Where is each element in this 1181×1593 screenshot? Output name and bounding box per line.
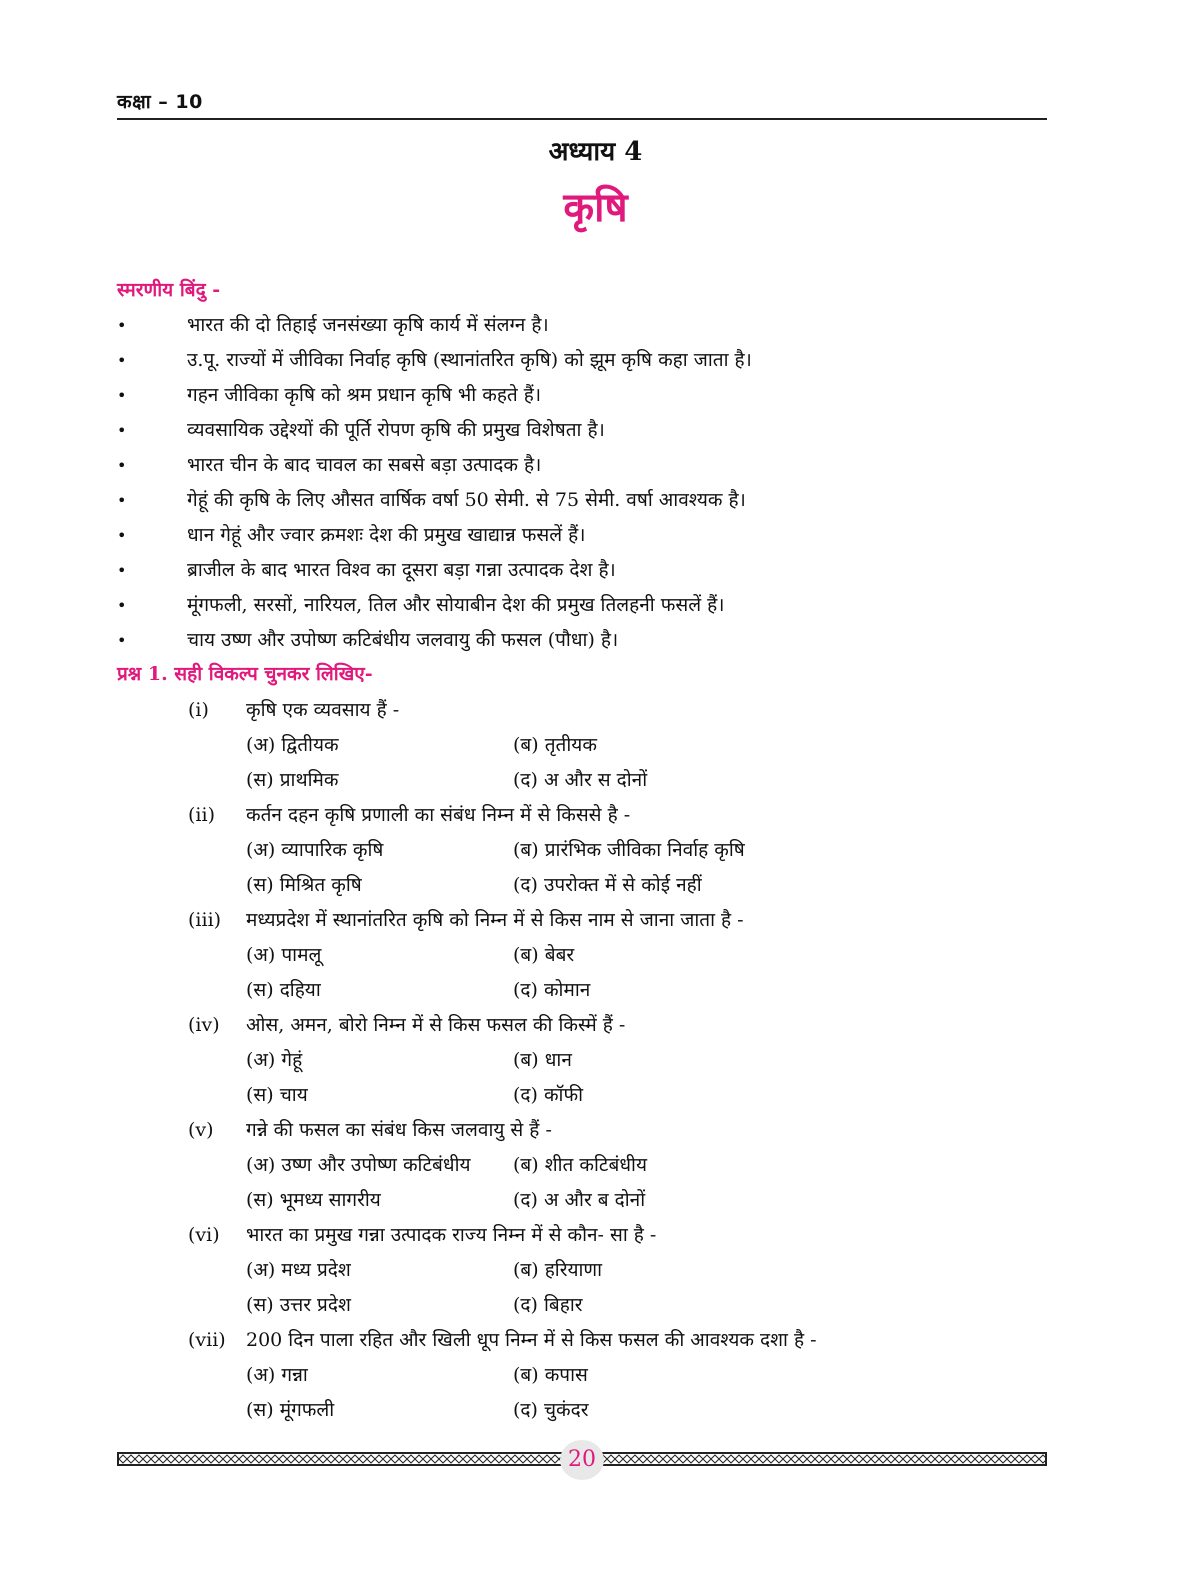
point-text: चाय उष्ण और उपोष्ण कटिबंधीय जलवायु की फसल (पौधा) है।: [187, 629, 619, 651]
bullet-icon: •: [117, 491, 127, 510]
option-b: (ब) धान: [513, 1049, 572, 1071]
list-item: [117, 553, 1037, 588]
bullet-icon: •: [117, 456, 127, 475]
option-d: (द) अ और स दोनों: [513, 769, 648, 791]
option-row: [188, 1183, 1048, 1218]
point-text: धान गेहूं और ज्वार क्रमशः देश की प्रमुख खाद्यान्न फसलें हैं।: [187, 524, 586, 546]
bullet-icon: •: [117, 596, 127, 615]
option-row: [188, 1078, 1048, 1113]
question-text: भारत का प्रमुख गन्ना उत्पादक राज्य निम्न में से कौन- सा है -: [246, 1224, 657, 1246]
list-item: [117, 588, 1037, 623]
question-number: (iv): [188, 1014, 220, 1036]
option-c: (स) चाय: [246, 1084, 308, 1106]
page-footer: [117, 1447, 1047, 1472]
option-row: [188, 973, 1048, 1008]
list-item: [117, 308, 1037, 343]
option-a: (अ) गेहूं: [246, 1049, 303, 1071]
option-b: (ब) हरियाणा: [513, 1259, 603, 1281]
bullet-icon: •: [117, 526, 127, 545]
list-item: [117, 483, 1037, 518]
list-item: [117, 518, 1037, 553]
point-text: मूंगफली, सरसों, नारियल, तिल और सोयाबीन देश की प्रमुख तिलहनी फसलें हैं।: [187, 594, 725, 616]
question-text: गन्ने की फसल का संबंध किस जलवायु से हैं -: [246, 1119, 552, 1141]
bullet-icon: •: [117, 561, 127, 580]
option-b: (ब) शीत कटिबंधीय: [513, 1154, 647, 1176]
question-item: [188, 1323, 1048, 1358]
option-a: (अ) गन्ना: [246, 1364, 308, 1386]
option-d: (द) बिहार: [513, 1294, 583, 1316]
list-item: [117, 623, 1037, 658]
option-a: (अ) उष्ण और उपोष्ण कटिबंधीय: [246, 1154, 471, 1176]
question-number: (vii): [188, 1329, 226, 1351]
bullet-icon: •: [117, 316, 127, 335]
option-d: (द) कोमान: [513, 979, 591, 1001]
question-number: (iii): [188, 909, 222, 931]
point-text: भारत चीन के बाद चावल का सबसे बड़ा उत्पादक है।: [187, 454, 542, 476]
option-b: (ब) तृतीयक: [513, 734, 597, 756]
question-number: (vi): [188, 1224, 220, 1246]
list-item: [117, 448, 1037, 483]
question-number: (ii): [188, 804, 215, 826]
question-1-heading: प्रश्न 1. सही विकल्प चुनकर लिखिए-: [117, 663, 373, 685]
option-d: (द) चुकंदर: [513, 1399, 589, 1421]
option-c: (स) मिश्रित कृषि: [246, 874, 362, 896]
option-a: (अ) मध्य प्रदेश: [246, 1259, 351, 1281]
option-row: [188, 1253, 1048, 1288]
option-c: (स) उत्तर प्रदेश: [246, 1294, 351, 1316]
question-number: (v): [188, 1119, 214, 1141]
chapter-title: कृषि: [563, 184, 628, 231]
option-a: (अ) पामलू: [246, 944, 322, 966]
question-item: [188, 903, 1048, 938]
page-number: 20: [560, 1440, 604, 1480]
option-b: (ब) प्रारंभिक जीविका निर्वाह कृषि: [513, 839, 745, 861]
option-row: [188, 833, 1048, 868]
option-row: [188, 1148, 1048, 1183]
option-row: [188, 1393, 1048, 1428]
option-a: (अ) व्यापारिक कृषि: [246, 839, 384, 861]
points-heading: स्मरणीय बिंदु -: [117, 279, 221, 301]
option-row: [188, 763, 1048, 798]
bullet-icon: •: [117, 421, 127, 440]
option-c: (स) प्राथमिक: [246, 769, 339, 791]
option-b: (ब) बेबर: [513, 944, 575, 966]
option-d: (द) उपरोक्त में से कोई नहीं: [513, 874, 702, 896]
option-row: [188, 1288, 1048, 1323]
point-text: ब्राजील के बाद भारत विश्व का दूसरा बड़ा गन्ना उत्पादक देश है।: [187, 559, 616, 581]
question-item: [188, 1008, 1048, 1043]
point-text: व्यवसायिक उद्देश्यों की पूर्ति रोपण कृषि की प्रमुख विशेषता है।: [187, 419, 605, 441]
point-text: उ.पू. राज्यों में जीविका निर्वाह कृषि (स्थानांतरित कृषि) को झूम कृषि कहा जाता है।: [187, 349, 752, 371]
option-c: (स) दहिया: [246, 979, 321, 1001]
option-d: (द) कॉफी: [513, 1084, 584, 1106]
question-text: ओस, अमन, बोरो निम्न में से किस फसल की किस्में हैं -: [246, 1014, 626, 1036]
option-c: (स) भूमध्य सागरीय: [246, 1189, 381, 1211]
option-d: (द) अ और ब दोनों: [513, 1189, 646, 1211]
bullet-icon: •: [117, 386, 127, 405]
list-item: [117, 413, 1037, 448]
point-text: गेहूं की कृषि के लिए औसत वार्षिक वर्षा 50 सेमी. से 75 सेमी. वर्षा आवश्यक है।: [187, 489, 746, 511]
option-a: (अ) द्वितीयक: [246, 734, 339, 756]
list-item: [117, 343, 1037, 378]
question-1-list: [188, 693, 1048, 1428]
question-item: [188, 798, 1048, 833]
point-text: गहन जीविका कृषि को श्रम प्रधान कृषि भी कहते हैं।: [187, 384, 542, 406]
option-row: [188, 938, 1048, 973]
question-number: (i): [188, 699, 209, 721]
point-text: भारत की दो तिहाई जनसंख्या कृषि कार्य में संलग्न है।: [187, 314, 549, 336]
question-text: कर्तन दहन कृषि प्रणाली का संबंध निम्न में से किससे है -: [246, 804, 631, 826]
question-text: 200 दिन पाला रहित और खिली धूप निम्न में से किस फसल की आवश्यक दशा है -: [246, 1329, 817, 1351]
option-row: [188, 728, 1048, 763]
question-item: [188, 693, 1048, 728]
question-text: कृषि एक व्यवसाय हैं -: [246, 699, 400, 721]
question-text: मध्यप्रदेश में स्थानांतरित कृषि को निम्न में से किस नाम से जाना जाता है -: [246, 909, 744, 931]
class-label: कक्षा – 10: [117, 91, 203, 113]
key-points-list: [117, 308, 1037, 658]
option-row: [188, 868, 1048, 903]
header-divider: [117, 118, 1047, 120]
option-row: [188, 1358, 1048, 1393]
option-b: (ब) कपास: [513, 1364, 588, 1386]
bullet-icon: •: [117, 631, 127, 650]
bullet-icon: •: [117, 351, 127, 370]
question-item: [188, 1113, 1048, 1148]
list-item: [117, 378, 1037, 413]
option-row: [188, 1043, 1048, 1078]
option-c: (स) मूंगफली: [246, 1399, 335, 1421]
chapter-label: अध्याय 4: [548, 137, 643, 167]
question-item: [188, 1218, 1048, 1253]
